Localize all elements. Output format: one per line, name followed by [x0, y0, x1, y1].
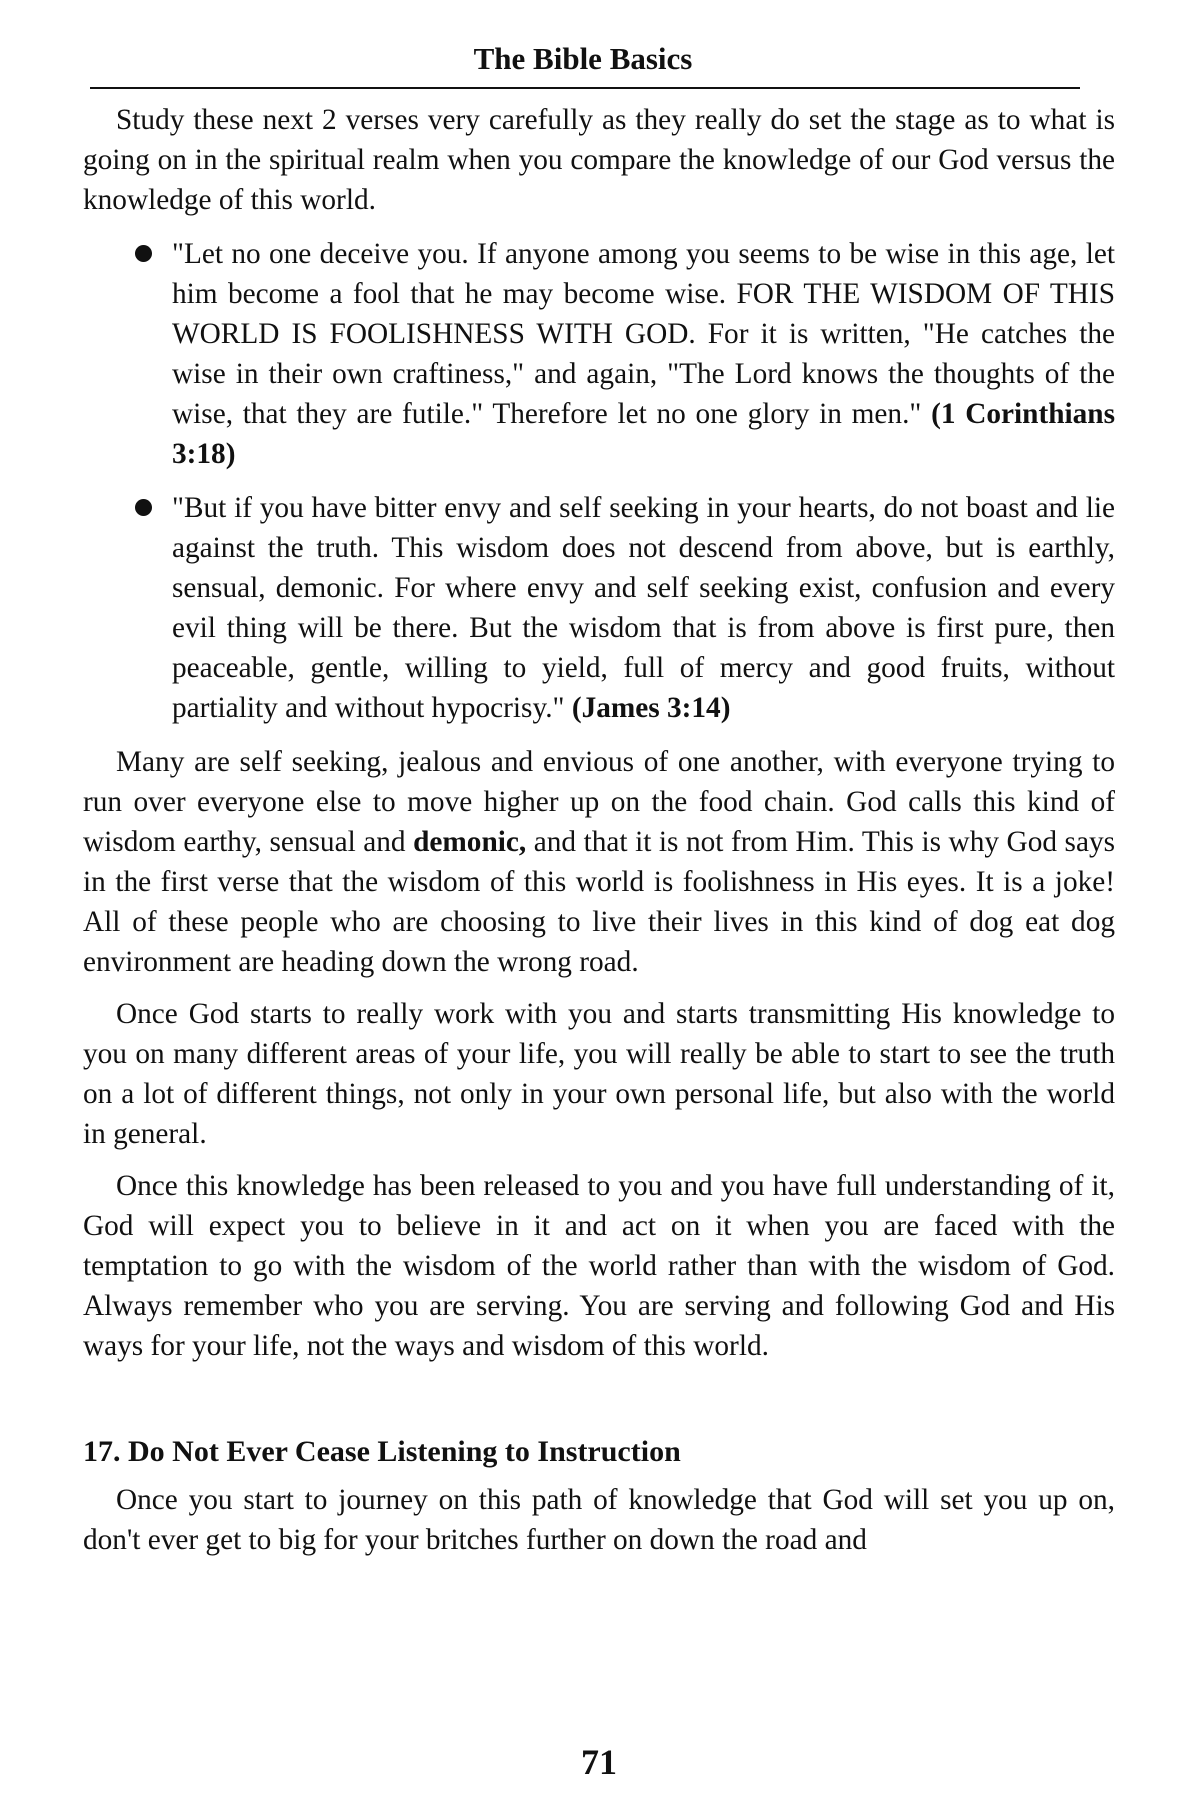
verse-reference: (James 3:14): [571, 692, 731, 724]
verse-reference: (1 Corinthians 3:18): [172, 398, 1115, 470]
body-text: [83, 100, 1115, 1572]
bullet-dot-icon: [135, 245, 152, 262]
page-number: 71: [581, 1742, 617, 1782]
emphasis-word: demonic,: [413, 826, 527, 858]
paragraph-once-god: Once God starts to really work with you and starts transmitting His knowledge to you on many different areas of your life, you will really be able to start to see the truth on a lot of different things, not only in your own personal life, but also with the world in general.: [83, 998, 1115, 1150]
verse-item: [83, 488, 1115, 728]
paragraph-once-knowledge: Once this knowledge has been released to you and you have full understanding of it, God will expect you to believe in it and act on it when you are faced with the temptation to go with the wisdom of the world rather than with the wisdom of God. Always remember who you are serving. You are serving and following God and His ways for your life, not the ways and wisdom of this world.: [83, 1170, 1115, 1362]
verse-text: "Let no one deceive you. If anyone among you seems to be wise in this age, let him become a fool that he may become wise. FOR THE WISDOM OF THIS WORLD IS FOOLISHNESS WITH GOD. For it is written, "He catches the wise in their own craftiness," and again, "The Lord knows the thoughts of the wise, that they are futile." Therefore let no one glory in men.": [172, 238, 1115, 430]
document-page: [83, 0, 1115, 1800]
paragraph-text: Many are self seeking, jealous and envious of one another, with everyone trying to run over everyone else to move higher up on the food chain. God calls this kind of wisdom earthy, sensual and: [83, 746, 1115, 858]
paragraph-self-seeking: [83, 742, 1115, 982]
verse-text: "But if you have bitter envy and self seeking in your hearts, do not boast and lie against the truth. This wisdom does not descend from above, but is earthly, sensual, demonic. For where envy and self seeking exist, confusion and every evil thing will be there. But the wisdom that is from above is first pure, then peaceable, gentle, willing to yield, full of mercy and good fruits, without partiality and without hypocrisy.": [172, 492, 1115, 724]
bullet-dot-icon: [135, 499, 152, 516]
intro-paragraph: Study these next 2 verses very carefully as they really do set the stage as to what is going on in the spiritual realm when you compare the knowledge of our God versus the knowledge of this world.: [83, 104, 1115, 216]
verse-item: [83, 234, 1115, 474]
verse-list: [83, 234, 1115, 728]
section-heading: 17. Do Not Ever Cease Listening to Instruction: [83, 1435, 681, 1468]
paragraph-text: and that it is not from Him. This is why God says in the first verse that the wisdom of this world is foolishness in His eyes. It is a joke! All of these people who are choosing to live their lives in this kind of dog eat dog environment are heading down the wrong road.: [83, 826, 1115, 978]
header-rule: [90, 87, 1080, 89]
running-header-title: The Bible Basics: [473, 41, 693, 76]
paragraph-journey: Once you start to journey on this path of knowledge that God will set you up on, don't ever get to big for your britches further on down the road and: [83, 1484, 1115, 1556]
